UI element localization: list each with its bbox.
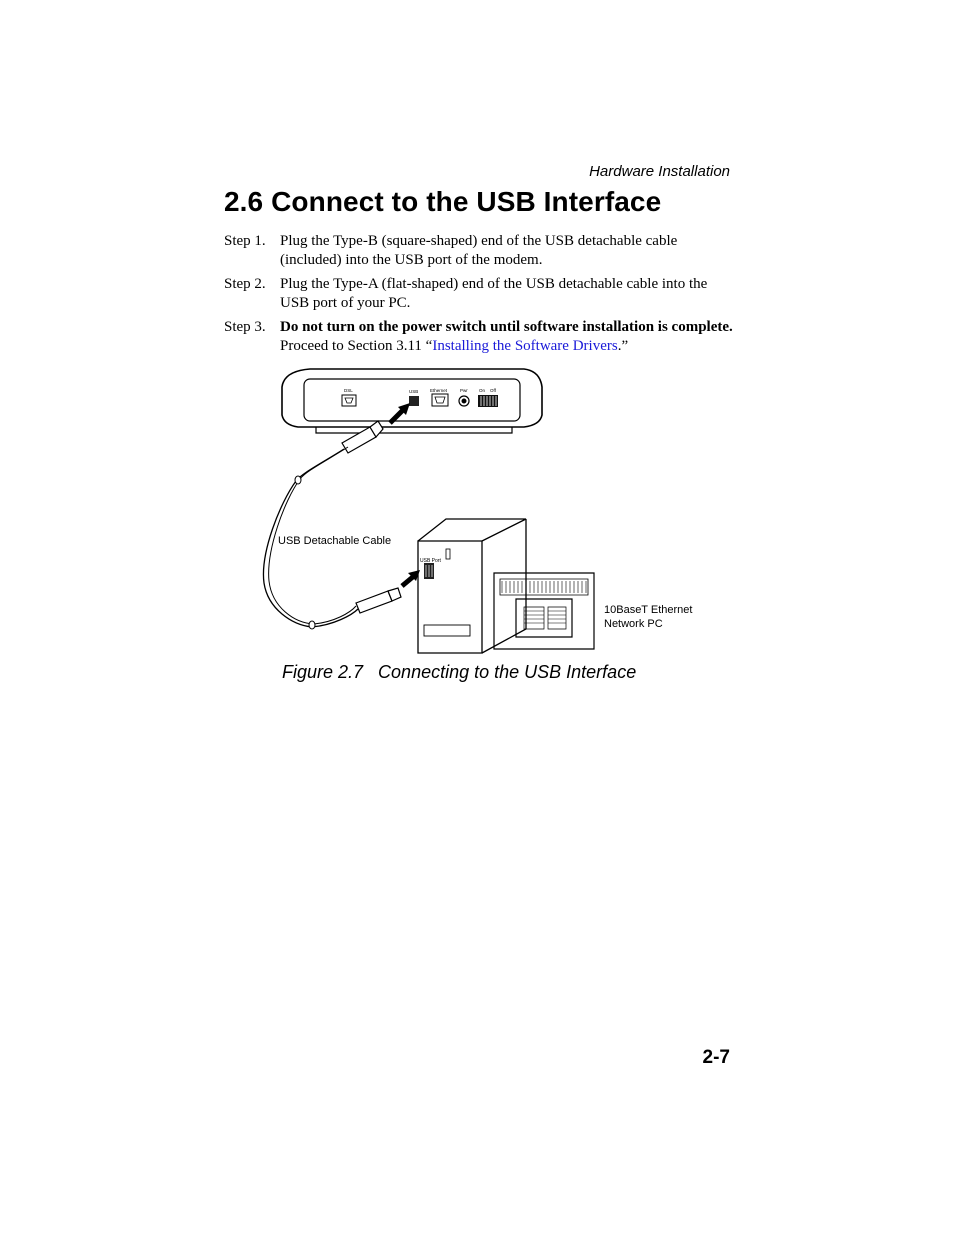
modem-switch-label-on: On [479,388,486,393]
usb-connection-diagram [262,363,702,659]
section-title: 2.6 Connect to the USB Interface [224,186,662,217]
step-text-before-link: Proceed to Section 3.11 “ [280,338,433,354]
cable-label: USB Detachable Cable [278,535,392,547]
modem-illustration [282,369,542,433]
modem-port-label-usb: USB [409,389,419,394]
pc-label-line-2: Network PC [604,618,663,630]
step-1 [224,232,734,270]
modem-switch-label-off: Off [490,388,496,393]
page-number: 2-7 [702,1047,730,1068]
modem-port-label-dsl: DSL [344,388,353,393]
pc-usb-port-label: USB Port [420,558,441,564]
step-text: Plug the Type-A (flat-shaped) end of the USB detachable cable into the USB port of your PC. [280,276,708,311]
arrow-to-pc-usb-icon [402,570,420,586]
usb-type-a-connector [356,588,401,613]
step-text: Plug the Type-B (square-shaped) end of the USB detachable cable (included) into the USB port of the modem. [280,233,678,268]
power-warning: Do not turn on the power switch until software installation is complete. [280,319,733,335]
steps-list [224,232,734,361]
usb-type-b-connector [342,421,383,453]
pc-label-line-1: 10BaseT Ethernet [604,604,693,616]
modem-port-label-pwr: Pwr [460,388,468,393]
step-label: Step 1. [224,233,266,249]
step-3 [224,318,734,356]
usb-connection-figure [262,363,702,659]
modem-port-label-ethernet: Ethernet [430,388,448,393]
step-text [280,318,734,356]
figure-caption: Figure 2.7 Connecting to the USB Interface [282,662,637,682]
step-text-after-link: .” [617,338,629,354]
step-label: Step 3. [224,319,266,335]
step-label: Step 2. [224,276,266,292]
step-2 [224,275,734,313]
installing-drivers-link[interactable]: Installing the Software Drivers [432,338,618,354]
arrow-to-modem-usb-icon [390,403,410,423]
running-header: Hardware Installation [589,163,730,180]
